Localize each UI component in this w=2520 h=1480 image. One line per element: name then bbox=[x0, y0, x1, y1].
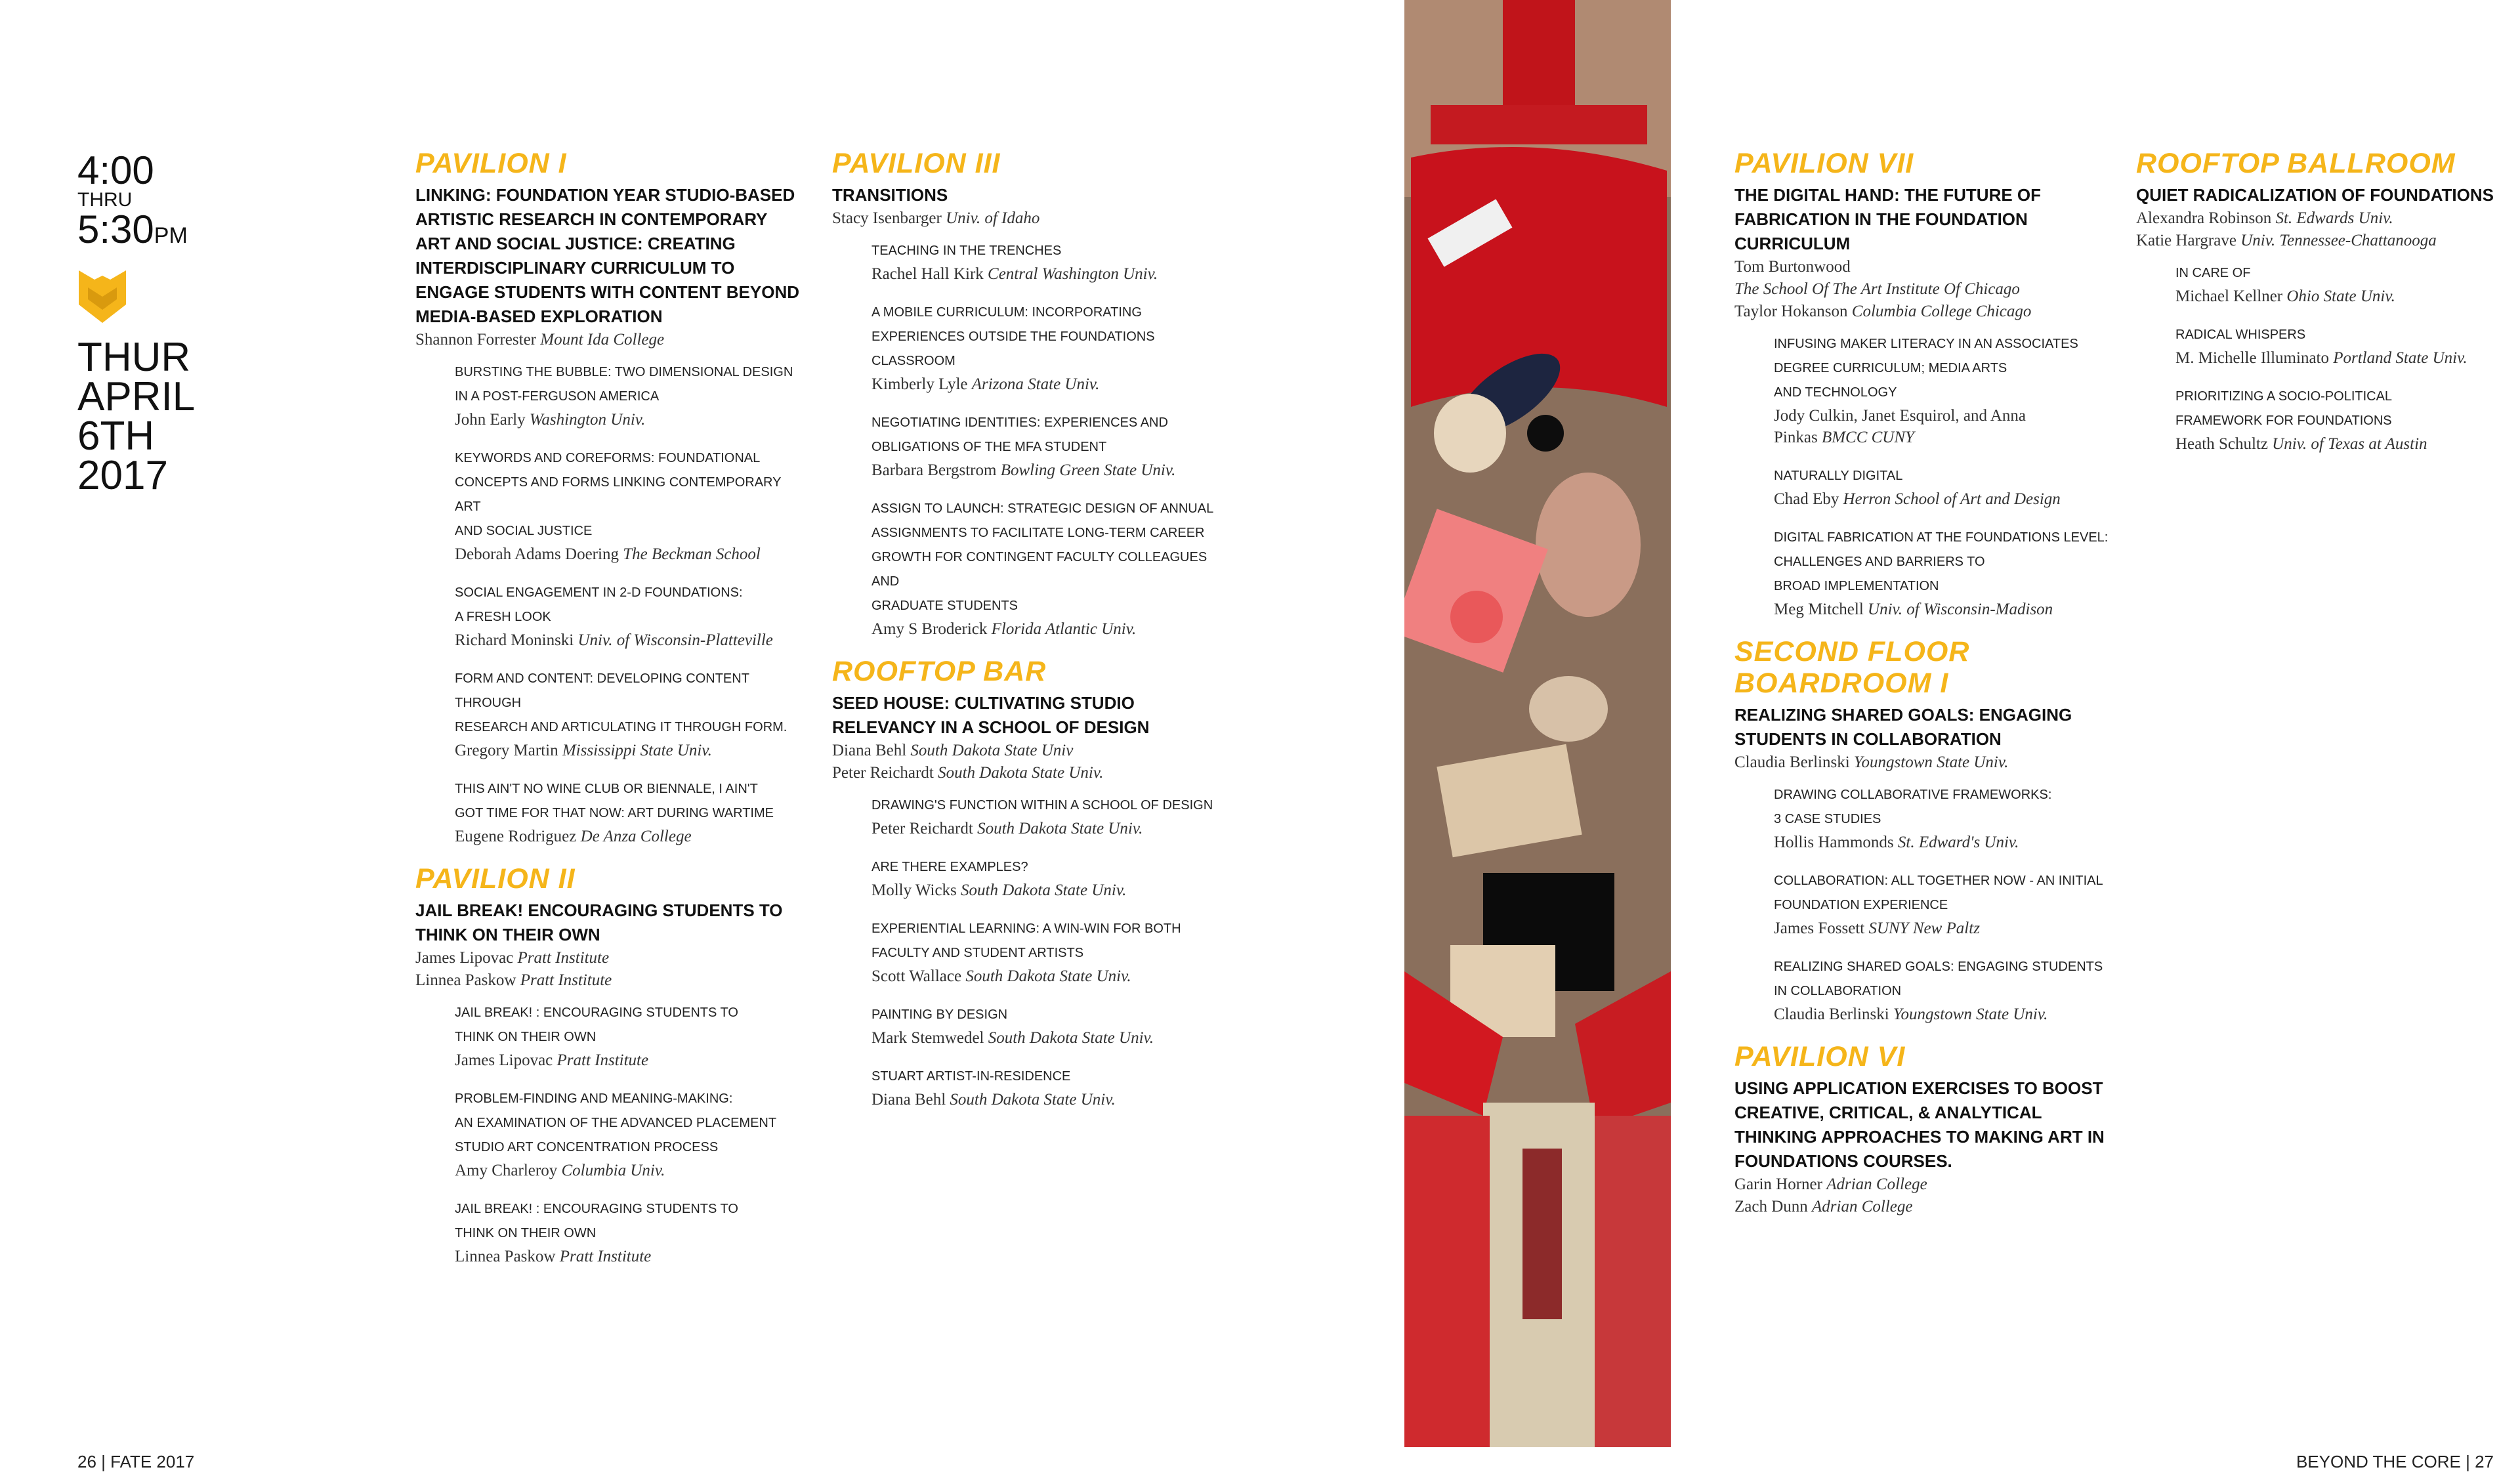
talk-title: DIGITAL FABRICATION AT THE FOUNDATIONS LEVEL: CHALLENGES AND BARRIERS TO BROAD IMPLEMENTATION bbox=[1774, 530, 2109, 593]
session-title: THE DIGITAL HAND: THE FUTURE OF FABRICATION IN THE FOUNDATION CURRICULUM bbox=[1734, 185, 2042, 253]
talk-presenter-name: Chad Eby bbox=[1774, 490, 1839, 508]
presenter-affiliation: Mount Ida College bbox=[540, 331, 665, 349]
shield-chevron-logo-icon bbox=[79, 270, 126, 323]
presenter-name: Linnea Paskow bbox=[415, 971, 516, 989]
presenter-affiliation: The School Of The Art Institute Of Chicago bbox=[1734, 280, 2020, 298]
talk-presenter-affiliation: South Dakota State Univ. bbox=[988, 1029, 1154, 1047]
talk-title: FORM AND CONTENT: DEVELOPING CONTENT THROUGH RESEARCH AND ARTICULATING IT THROUGH FORM. bbox=[455, 671, 788, 734]
presenter-line bbox=[415, 329, 803, 351]
presenter-affiliation: Columbia College Chicago bbox=[1851, 303, 2032, 320]
talk-item bbox=[1774, 526, 2115, 620]
talk-presenter bbox=[455, 629, 803, 651]
presenter-name: Taylor Hokanson bbox=[1734, 303, 1848, 320]
talk-title: STUART ARTIST-IN-RESIDENCE bbox=[872, 1069, 1071, 1084]
talk-title: DRAWING COLLABORATIVE FRAMEWORKS: 3 CASE STUDIES bbox=[1774, 788, 2052, 826]
talk-item bbox=[455, 1001, 803, 1071]
talk-presenter-name: Rachel Hall Kirk bbox=[872, 265, 984, 283]
talk-title: NEGOTIATING IDENTITIES: EXPERIENCES AND OBLIGATIONS OF THE MFA STUDENT bbox=[872, 415, 1168, 454]
presenter-affiliation: South Dakota State Univ. bbox=[938, 764, 1104, 782]
talk-presenter-name: James Fossett bbox=[1774, 920, 1865, 937]
talk-presenter bbox=[455, 826, 803, 847]
talk-presenter-affiliation: Central Washington Univ. bbox=[988, 265, 1158, 283]
talk-presenter bbox=[872, 965, 1226, 987]
talk-title: KEYWORDS AND COREFORMS: FOUNDATIONAL CONCEPTS AND FORMS LINKING CONTEMPORARY ART AND SOCIAL JUSTICE bbox=[455, 451, 782, 538]
session-block bbox=[1734, 636, 2115, 1025]
talk-presenter-affiliation: Mississippi State Univ. bbox=[562, 742, 712, 759]
talk-presenter-name: James Lipovac bbox=[455, 1051, 553, 1069]
session-title: USING APPLICATION EXERCISES TO BOOST CREATIVE, CRITICAL, & ANALYTICAL THINKING APPROACHES TO MAKING ART IN FOUNDATIONS COURSES. bbox=[1734, 1078, 2105, 1171]
talk-presenter-affiliation: Pratt Institute bbox=[559, 1248, 652, 1265]
talk-presenter-name: Amy S Broderick bbox=[872, 620, 988, 638]
talk-item bbox=[2175, 385, 2520, 455]
talk-presenter-affiliation: SUNY New Paltz bbox=[1868, 920, 1980, 937]
talk-presenter-name: Amy Charleroy bbox=[455, 1162, 558, 1179]
talk-title: JAIL BREAK! : ENCOURAGING STUDENTS TO THINK ON THEIR OWN bbox=[455, 1202, 738, 1240]
end-time bbox=[77, 207, 188, 254]
footer-left: 26 | FATE 2017 bbox=[77, 1452, 195, 1471]
talk-item bbox=[1774, 783, 2115, 853]
session-block bbox=[832, 656, 1226, 1110]
talk-title: THIS AIN'T NO WINE CLUB OR BIENNALE, I AIN'T GOT TIME FOR THAT NOW: ART DURING WARTIME bbox=[455, 782, 774, 820]
session-block bbox=[415, 863, 803, 1267]
talk-presenter-affiliation: Arizona State Univ. bbox=[971, 375, 1100, 393]
session-title: LINKING: FOUNDATION YEAR STUDIO-BASED ARTISTIC RESEARCH IN CONTEMPORARY ART AND SOCIAL JUSTICE: CREATING INTERDISCIPLINARY CURRICULUM TO ENGAGE STUDENTS WITH CONTENT BEYOND MEDIA-BASED EXPLORATION bbox=[415, 185, 800, 326]
talk-presenter bbox=[2175, 285, 2520, 307]
talk-title: ASSIGN TO LAUNCH: STRATEGIC DESIGN OF ANNUAL ASSIGNMENTS TO FACILITATE LONG-TERM CAREER GROWTH FOR CONTINGENT FACULTY COLLEAGUES AND GRADUATE STUDENTS bbox=[872, 501, 1214, 613]
talk-item bbox=[872, 1003, 1226, 1049]
session-title: REALIZING SHARED GOALS: ENGAGING STUDENTS IN COLLABORATION bbox=[1734, 705, 2072, 749]
talk-presenter bbox=[2175, 433, 2520, 455]
session-block bbox=[1734, 148, 2115, 620]
room-title: ROOFTOP BAR bbox=[832, 656, 1047, 687]
presenter-line bbox=[415, 947, 803, 969]
talk-presenter-name: Claudia Berlinski bbox=[1774, 1005, 1889, 1023]
presenter-affiliation: Univ. of Idaho bbox=[946, 209, 1040, 227]
presenter-line bbox=[2136, 230, 2520, 252]
presenter-line bbox=[1734, 1196, 2115, 1218]
talk-presenter bbox=[872, 1027, 1226, 1049]
talk-item bbox=[455, 1197, 803, 1267]
presenter-affiliation: Univ. Tennessee-Chattanooga bbox=[2240, 232, 2437, 249]
start-time: 4:00 bbox=[77, 148, 154, 192]
talk-presenter-affiliation: Univ. of Texas at Austin bbox=[2272, 435, 2427, 453]
talk-item bbox=[1774, 869, 2115, 939]
column-3 bbox=[1734, 148, 2115, 1227]
talk-presenter-affiliation: South Dakota State Univ. bbox=[950, 1091, 1116, 1109]
session-title: JAIL BREAK! ENCOURAGING STUDENTS TO THINK ON THEIR OWN bbox=[415, 900, 783, 944]
column-4 bbox=[2136, 148, 2520, 471]
talk-presenter bbox=[455, 1049, 803, 1071]
talk-item bbox=[1774, 464, 2115, 510]
talk-list bbox=[872, 239, 1226, 640]
talk-item bbox=[872, 497, 1226, 640]
talk-presenter-affiliation: South Dakota State Univ. bbox=[977, 820, 1143, 837]
talk-presenter-name: Diana Behl bbox=[872, 1091, 946, 1109]
talk-item bbox=[1774, 955, 2115, 1025]
talk-presenter bbox=[872, 1089, 1226, 1110]
presenter-line bbox=[1734, 278, 2115, 301]
presenter-line bbox=[1734, 1173, 2115, 1196]
presenter-name: Katie Hargrave bbox=[2136, 232, 2236, 249]
talk-presenter-name: Linnea Paskow bbox=[455, 1248, 556, 1265]
talk-title: PAINTING BY DESIGN bbox=[872, 1007, 1008, 1022]
talk-presenter bbox=[455, 543, 803, 565]
room-title: PAVILION I bbox=[415, 148, 567, 179]
talk-presenter-name: John Early bbox=[455, 411, 526, 429]
talk-title: INFUSING MAKER LITERACY IN AN ASSOCIATES DEGREE CURRICULUM; MEDIA ARTS AND TECHNOLOGY bbox=[1774, 337, 2078, 400]
presenter-name: Stacy Isenbarger bbox=[832, 209, 942, 227]
talk-item bbox=[455, 446, 803, 565]
talk-presenter bbox=[2175, 347, 2520, 369]
talk-list bbox=[1774, 332, 2115, 620]
end-time-value: 5:30 bbox=[77, 207, 154, 251]
talk-presenter-affiliation: Florida Atlantic Univ. bbox=[991, 620, 1137, 638]
talk-title: ARE THERE EXAMPLES? bbox=[872, 860, 1028, 874]
date-day: THUR bbox=[77, 335, 191, 380]
talk-presenter bbox=[1774, 599, 2115, 620]
talk-presenter-affiliation: De Anza College bbox=[580, 828, 692, 845]
presenter-affiliation: St. Edwards Univ. bbox=[2275, 209, 2393, 227]
presenter-line bbox=[832, 740, 1226, 762]
talk-presenter-name: M. Michelle Illuminato bbox=[2175, 349, 2329, 367]
talk-item bbox=[872, 301, 1226, 395]
column-1 bbox=[415, 148, 803, 1283]
talk-item bbox=[1774, 332, 2115, 448]
talk-title: COLLABORATION: ALL TOGETHER NOW - AN INITIAL FOUNDATION EXPERIENCE bbox=[1774, 874, 2103, 912]
date-month: APRIL bbox=[77, 374, 196, 419]
talk-presenter bbox=[1774, 488, 2115, 510]
talk-presenter-affiliation: South Dakota State Univ. bbox=[965, 967, 1131, 985]
talk-presenter bbox=[1774, 832, 2115, 853]
talk-presenter bbox=[1774, 405, 2115, 448]
presenter-name: Alexandra Robinson bbox=[2136, 209, 2272, 227]
session-block bbox=[2136, 148, 2520, 455]
talk-presenter bbox=[872, 459, 1226, 481]
session-title: SEED HOUSE: CULTIVATING STUDIO RELEVANCY IN A SCHOOL OF DESIGN bbox=[832, 693, 1150, 737]
presenter-affiliation: Pratt Institute bbox=[520, 971, 612, 989]
presenter-line bbox=[2136, 207, 2520, 230]
presenter-affiliation: Pratt Institute bbox=[517, 949, 610, 967]
session-block bbox=[1734, 1041, 2115, 1218]
talk-presenter bbox=[455, 740, 803, 761]
talk-title: A MOBILE CURRICULUM: INCORPORATING EXPERIENCES OUTSIDE THE FOUNDATIONS CLASSROOM bbox=[872, 305, 1155, 368]
talk-presenter bbox=[1774, 1004, 2115, 1025]
presenter-name: Garin Horner bbox=[1734, 1175, 1822, 1193]
talk-presenter-name: Jody Culkin, Janet Esquirol, and Anna Pinkas bbox=[1774, 407, 2026, 446]
talk-title: SOCIAL ENGAGEMENT IN 2-D FOUNDATIONS: A FRESH LOOK bbox=[455, 585, 743, 624]
sculpture-photo bbox=[1404, 0, 1671, 1447]
presenter-name: James Lipovac bbox=[415, 949, 514, 967]
talk-item bbox=[2175, 261, 2520, 307]
talk-presenter-affiliation: Portland State Univ. bbox=[2333, 349, 2468, 367]
talk-item bbox=[872, 239, 1226, 285]
talk-presenter bbox=[455, 1246, 803, 1267]
talk-presenter-name: Peter Reichardt bbox=[872, 820, 973, 837]
presenter-name: Claudia Berlinski bbox=[1734, 753, 1850, 771]
talk-list bbox=[2175, 261, 2520, 455]
presenter-line bbox=[1734, 301, 2115, 323]
talk-item bbox=[455, 667, 803, 761]
talk-list bbox=[1774, 783, 2115, 1025]
talk-presenter bbox=[872, 879, 1226, 901]
talk-title: IN CARE OF bbox=[2175, 266, 2251, 280]
talk-presenter-affiliation: Youngstown State Univ. bbox=[1893, 1005, 2048, 1023]
thru-label: THRU bbox=[77, 189, 133, 211]
talk-presenter bbox=[872, 818, 1226, 839]
talk-presenter-affiliation: The Beckman School bbox=[623, 545, 761, 563]
presenter-name: Peter Reichardt bbox=[832, 764, 934, 782]
talk-presenter-name: Mark Stemwedel bbox=[872, 1029, 984, 1047]
presenter-name: Shannon Forrester bbox=[415, 331, 536, 349]
talk-title: PROBLEM-FINDING AND MEANING-MAKING: AN EXAMINATION OF THE ADVANCED PLACEMENT STUDIO ART CONCENTRATION PROCESS bbox=[455, 1091, 777, 1154]
talk-title: REALIZING SHARED GOALS: ENGAGING STUDENTS IN COLLABORATION bbox=[1774, 960, 2103, 998]
presenter-affiliation: Adrian College bbox=[1826, 1175, 1927, 1193]
room-title: PAVILION III bbox=[832, 148, 1001, 179]
talk-presenter-affiliation: Ohio State Univ. bbox=[2286, 287, 2395, 305]
talk-presenter-name: Michael Kellner bbox=[2175, 287, 2283, 305]
presenter-line bbox=[415, 969, 803, 992]
column-2 bbox=[832, 148, 1226, 1126]
talk-title: BURSTING THE BUBBLE: TWO DIMENSIONAL DESIGN IN A POST-FERGUSON AMERICA bbox=[455, 365, 793, 404]
room-title: PAVILION VI bbox=[1734, 1041, 1906, 1072]
talk-presenter-name: Molly Wicks bbox=[872, 881, 957, 899]
room-title: PAVILION II bbox=[415, 863, 576, 895]
talk-list bbox=[455, 1001, 803, 1267]
talk-presenter bbox=[455, 1160, 803, 1181]
presenter-line bbox=[1734, 256, 2115, 278]
room-title: PAVILION VII bbox=[1734, 148, 1914, 179]
presenter-line bbox=[832, 207, 1226, 230]
talk-list bbox=[872, 793, 1226, 1110]
room-title: ROOFTOP BALLROOM bbox=[2136, 148, 2456, 179]
talk-presenter-name: Deborah Adams Doering bbox=[455, 545, 619, 563]
talk-presenter bbox=[455, 409, 803, 431]
talk-item bbox=[872, 793, 1226, 839]
talk-presenter-name: Hollis Hammonds bbox=[1774, 834, 1894, 851]
talk-presenter bbox=[872, 263, 1226, 285]
end-time-suffix: PM bbox=[154, 223, 188, 248]
talk-presenter-affiliation: Bowling Green State Univ. bbox=[1000, 461, 1176, 479]
talk-item bbox=[455, 777, 803, 847]
session-block bbox=[415, 148, 803, 847]
session-date bbox=[77, 335, 196, 498]
talk-presenter-affiliation: Pratt Institute bbox=[556, 1051, 649, 1069]
talk-presenter-affiliation: Columbia Univ. bbox=[561, 1162, 665, 1179]
presenter-line bbox=[832, 762, 1226, 784]
date-year: 2017 bbox=[77, 453, 168, 498]
talk-item bbox=[455, 1087, 803, 1181]
talk-presenter-affiliation: Herron School of Art and Design bbox=[1843, 490, 2061, 508]
footer-right: BEYOND THE CORE | 27 bbox=[2296, 1452, 2494, 1471]
talk-presenter-name: Richard Moninski bbox=[455, 631, 574, 649]
talk-presenter bbox=[872, 373, 1226, 395]
presenter-line bbox=[1734, 751, 2115, 774]
presenter-affiliation: Adrian College bbox=[1812, 1198, 1913, 1216]
room-title: SECOND FLOOR BOARDROOM I bbox=[1734, 636, 1970, 699]
presenter-name: Diana Behl bbox=[832, 742, 907, 759]
talk-title: JAIL BREAK! : ENCOURAGING STUDENTS TO THINK ON THEIR OWN bbox=[455, 1005, 738, 1044]
presenter-affiliation: Youngstown State Univ. bbox=[1853, 753, 2009, 771]
session-title: QUIET RADICALIZATION OF FOUNDATIONS bbox=[2136, 185, 2494, 205]
talk-title: NATURALLY DIGITAL bbox=[1774, 469, 1903, 483]
session-title: TRANSITIONS bbox=[832, 185, 948, 205]
talk-presenter bbox=[872, 618, 1226, 640]
talk-presenter-affiliation: Washington Univ. bbox=[529, 411, 646, 429]
talk-presenter-name: Eugene Rodriguez bbox=[455, 828, 577, 845]
talk-presenter-name: Barbara Bergstrom bbox=[872, 461, 997, 479]
talk-presenter-affiliation: BMCC CUNY bbox=[1821, 429, 1914, 446]
talk-list bbox=[455, 360, 803, 847]
talk-presenter-name: Meg Mitchell bbox=[1774, 601, 1864, 618]
talk-item bbox=[872, 855, 1226, 901]
talk-item bbox=[2175, 323, 2520, 369]
date-daynum: 6TH bbox=[77, 413, 155, 459]
talk-title: EXPERIENTIAL LEARNING: A WIN-WIN FOR BOTH FACULTY AND STUDENT ARTISTS bbox=[872, 921, 1181, 960]
talk-presenter-name: Heath Schultz bbox=[2175, 435, 2268, 453]
talk-item bbox=[872, 1065, 1226, 1110]
session-block bbox=[832, 148, 1226, 640]
talk-item bbox=[455, 360, 803, 431]
talk-presenter-affiliation: St. Edward's Univ. bbox=[1897, 834, 2019, 851]
talk-item bbox=[455, 581, 803, 651]
talk-presenter-name: Scott Wallace bbox=[872, 967, 962, 985]
talk-item bbox=[872, 917, 1226, 987]
presenter-affiliation: South Dakota State Univ bbox=[910, 742, 1074, 759]
presenter-name: Tom Burtonwood bbox=[1734, 258, 1851, 276]
session-time bbox=[77, 148, 188, 254]
talk-title: DRAWING'S FUNCTION WITHIN A SCHOOL OF DESIGN bbox=[872, 798, 1213, 813]
talk-presenter-name: Gregory Martin bbox=[455, 742, 558, 759]
presenter-name: Zach Dunn bbox=[1734, 1198, 1808, 1216]
talk-presenter-name: Kimberly Lyle bbox=[872, 375, 968, 393]
talk-presenter-affiliation: South Dakota State Univ. bbox=[961, 881, 1127, 899]
talk-title: RADICAL WHISPERS bbox=[2175, 328, 2306, 342]
talk-title: TEACHING IN THE TRENCHES bbox=[872, 243, 1062, 258]
talk-title: PRIORITIZING A SOCIO-POLITICAL FRAMEWORK FOR FOUNDATIONS bbox=[2175, 389, 2393, 428]
talk-presenter-affiliation: Univ. of Wisconsin-Madison bbox=[1868, 601, 2053, 618]
talk-presenter-affiliation: Univ. of Wisconsin-Platteville bbox=[578, 631, 773, 649]
talk-item bbox=[872, 411, 1226, 481]
talk-presenter bbox=[1774, 918, 2115, 939]
